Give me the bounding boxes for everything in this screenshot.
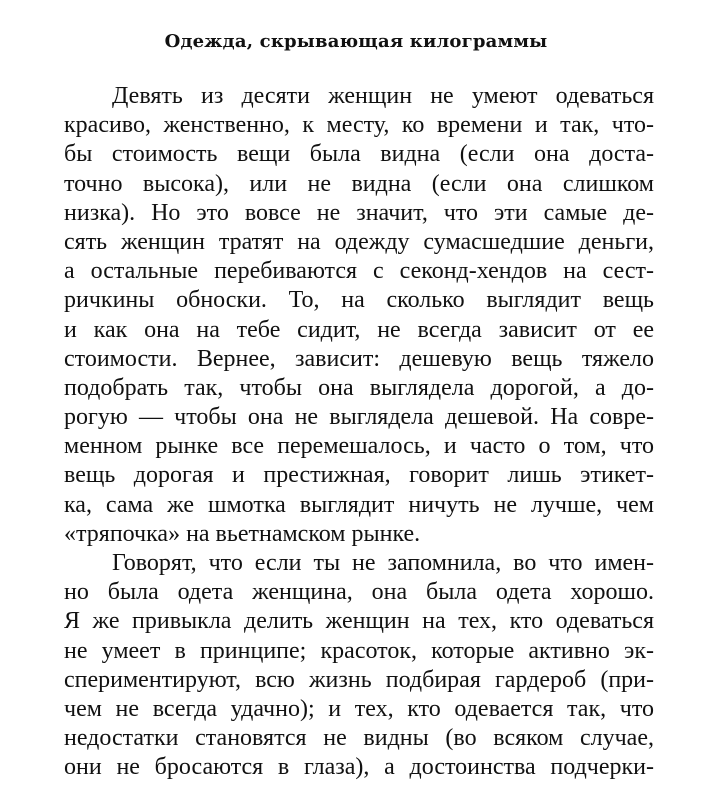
text-line: Девять из десяти женщин не умеют одеваться xyxy=(112,83,654,109)
text-line: Говорят, что если ты не запомнила, во что имен- xyxy=(112,550,654,576)
page-title: Одежда, скрывающая килограммы xyxy=(164,31,548,52)
text-line: спериментируют, всю жизнь подбирая гардероб (при- xyxy=(64,666,654,693)
text-line: «тряпочка» на вьетнамском рынке. xyxy=(64,520,421,547)
text-line: а остальные перебиваются с секонд-хендов на сест- xyxy=(64,258,654,285)
text-line: чем не всегда удачно); и тех, кто одевается так, что xyxy=(64,695,654,722)
text-line: Я же привыкла делить женщин на тех, кто одеваться xyxy=(64,608,654,635)
text-line: точно высока), или не видна (если она слишком xyxy=(64,170,654,197)
text-line: ка, сама же шмотка выглядит ничуть не лучше, чем xyxy=(64,491,654,518)
text-line: подобрать так, чтобы она выглядела дорогой, а до- xyxy=(64,374,654,401)
text-line: и как она на тебе сидит, не всегда зависит от ее xyxy=(64,316,654,343)
text-line: сять женщин тратят на одежду сумасшедшие деньги, xyxy=(64,228,654,255)
text-line: красиво, женственно, к месту, ко времени и так, что- xyxy=(64,112,654,139)
text-line: ричкины обноски. То, на сколько выглядит вещь xyxy=(64,287,654,314)
text-line: недостатки становятся не видны (во всяком случае, xyxy=(64,725,654,752)
text-line: низка). Но это вовсе не значит, что эти самые де- xyxy=(64,199,654,226)
text-line: рогую — чтобы она не выглядела дешевой. На совре- xyxy=(64,404,654,431)
text-line: бы стоимость вещи была видна (если она доста- xyxy=(64,141,654,168)
text-line: стоимости. Вернее, зависит: дешевую вещь тяжело xyxy=(64,345,654,372)
text-line: менном рынке все перемешалось, и часто о том, что xyxy=(64,433,654,460)
body-text xyxy=(64,82,654,783)
text-line: вещь дорогая и престижная, говорит лишь этикет- xyxy=(64,462,654,489)
text-line: они не бросаются в глаза), а достоинства подчерки- xyxy=(64,754,654,781)
text-line: не умеет в принципе; красоток, которые активно эк- xyxy=(64,637,654,664)
text-line: но была одета женщина, она была одета хорошо. xyxy=(64,579,654,606)
